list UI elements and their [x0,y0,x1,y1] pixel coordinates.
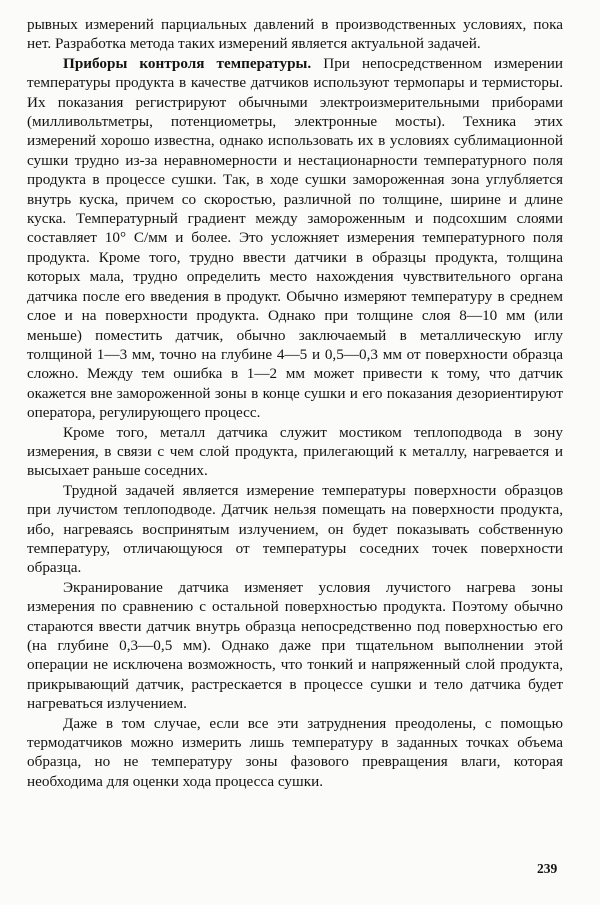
paragraph-text: рывных измерений парциальных давлений в производственных условиях, пока нет. Разработка метода таких измерений является актуальной задачей. [27,16,563,53]
paragraph-surface-temperature [27,481,563,578]
page-number: 239 [537,861,558,876]
paragraph-text: Даже в том случае, если все эти затруднения преодолены, с помощью термодатчиков можно измерить лишь температуру в заданных точках объема образца, но не температуру зоны фазового превращения влаги, которая необходима для оценки хода процесса сушки. [27,714,563,790]
paragraph-sensor-shielding [27,578,563,714]
paragraph-sensor-metal [27,423,563,481]
section-heading: Приборы контроля температуры. [63,54,312,72]
paragraph-temperature-instruments [27,54,563,423]
page-body-text [27,15,563,791]
paragraph-text: Кроме того, металл датчика служит мостиком теплоподвода в зону измерения, в связи с чем слой продукта, прилегающий к металлу, нагревается и высыхает раньше соседних. [27,423,563,480]
paragraph-text: При непосредственном измерении температуры продукта в качестве датчиков используют термопары и термисторы. Их показания регистрируют обычными электроизмерительными приборами (милливольтметры, потенциометры, электронные мосты). Техника этих измерений хорошо известна, однако использовать их в условиях сублимационной сушки трудно из-за неравномерности и нестационарности температурного поля продукта в процессе сушки. Так, в ходе сушки замороженная зона углубляется внутрь куска, причем со скоростью, различной по толщине, ширине и длине куска. Температурный градиент между замороженным и подсохшим слоями составляет 10° С/мм и более. Это усложняет измерения температурного поля продукта. Кроме того, трудно ввести датчики в образцы продукта, толщина которых мала, трудно определить место нахождения чувствительного органа датчика после его введения в продукт. Обычно измеряют температуру в среднем слое и на поверхности продукта. Однако при толщине слоя 8—10 мм (или меньше) поместить датчик, обычно заключаемый в металлическую иглу толщиной 1—3 мм, точно на глубине 4—5 и 0,5—0,3 мм от поверхности образца сложно. Между тем ошибка в 1—2 мм может привести к тому, что датчик окажется вне замороженной зоны в конце сушки и его показания дезориентируют оператора, регулирующего процесс. [27,54,563,422]
paragraph-continuation [27,15,563,54]
paragraph-text: Трудной задачей является измерение температуры поверхности образцов при лучистом теплоподводе. Датчик нельзя помещать на поверхности продукта, ибо, нагреваясь воспринятым излучением, он будет показывать собственную температуру, отличающуюся от температуры соседних точек поверхности образца. [27,481,563,577]
paragraph-text: Экранирование датчика изменяет условия лучистого нагрева зоны измерения по сравнению с остальной поверхностью продукта. Поэтому обычно стараются ввести датчик внутрь образца непосредственно под поверхностью его (на глубине 0,3—0,5 мм). Однако даже при тщательном выполнении этой операции не исключена возможность, что тонкий и напряженный слой продукта, прикрывающий датчик, растрескается в процессе сушки и тело датчика будет нагреваться излучением. [27,578,563,713]
paragraph-conclusion [27,714,563,792]
